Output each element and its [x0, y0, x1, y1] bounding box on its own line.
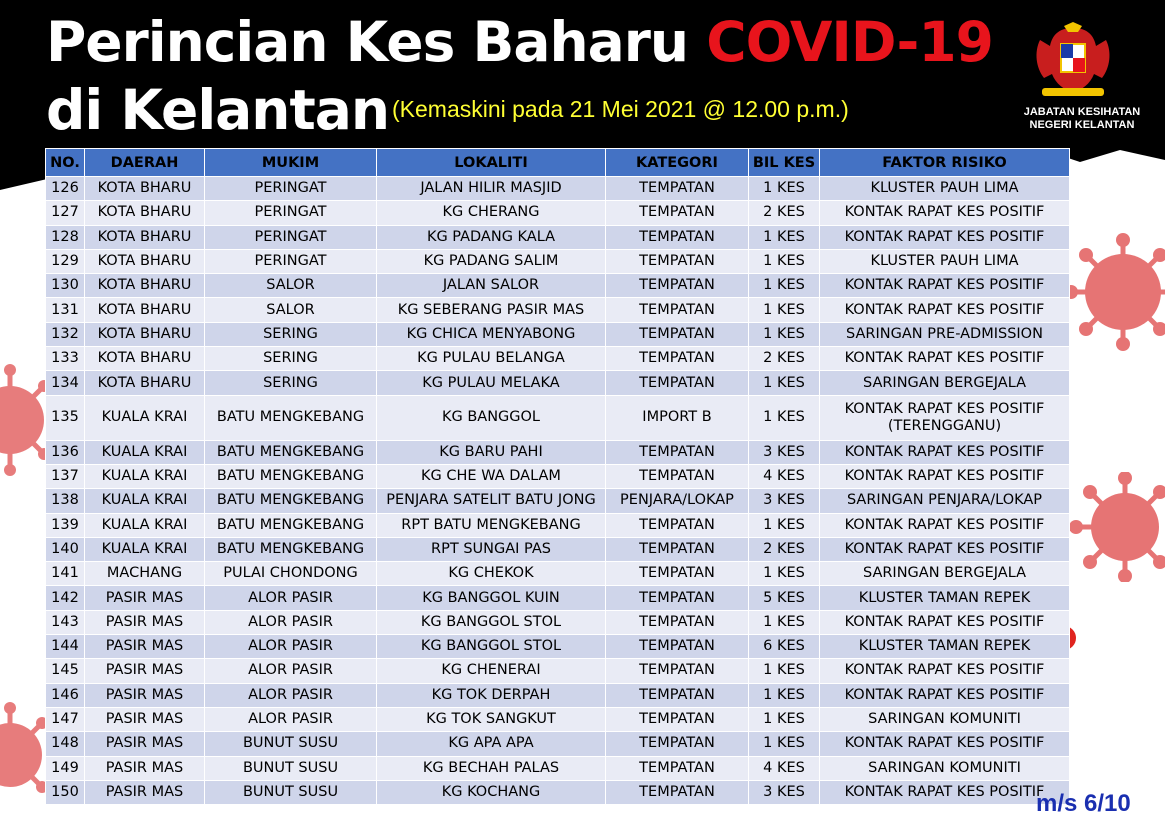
table-cell: 129	[46, 249, 85, 273]
table-cell: KG CHERANG	[377, 201, 606, 225]
table-cell: KG CHEKOK	[377, 562, 606, 586]
table-cell: 1 KES	[749, 683, 820, 707]
table-row	[46, 683, 1070, 707]
table-cell: KG BANGGOL STOL	[377, 610, 606, 634]
table-cell: 1 KES	[749, 298, 820, 322]
table-row	[46, 562, 1070, 586]
table-cell: 3 KES	[749, 440, 820, 464]
table-cell: PASIR MAS	[85, 683, 205, 707]
table-cell: 147	[46, 707, 85, 731]
table-row	[46, 489, 1070, 513]
table-cell: KONTAK RAPAT KES POSITIF	[820, 440, 1070, 464]
table-row	[46, 610, 1070, 634]
table-cell: SARINGAN PENJARA/LOKAP	[820, 489, 1070, 513]
cases-table	[45, 148, 1070, 805]
table-cell: BUNUT SUSU	[205, 732, 377, 756]
org-line2: NEGERI KELANTAN	[1029, 119, 1135, 131]
table-cell: JALAN SALOR	[377, 274, 606, 298]
table-cell: 4 KES	[749, 464, 820, 488]
table-cell: 3 KES	[749, 780, 820, 804]
table-cell: TEMPATAN	[606, 732, 749, 756]
table-cell: KUALA KRAI	[85, 464, 205, 488]
table-cell: TEMPATAN	[606, 780, 749, 804]
table-cell: 150	[46, 780, 85, 804]
table-cell: KONTAK RAPAT KES POSITIF	[820, 464, 1070, 488]
table-cell: KUALA KRAI	[85, 489, 205, 513]
table-cell: PENJARA/LOKAP	[606, 489, 749, 513]
table-cell: KONTAK RAPAT KES POSITIF (TERENGGANU)	[820, 395, 1070, 440]
col-header: LOKALITI	[377, 149, 606, 177]
table-cell: BUNUT SUSU	[205, 780, 377, 804]
table-cell: 140	[46, 537, 85, 561]
table-row	[46, 177, 1070, 201]
table-cell: KONTAK RAPAT KES POSITIF	[820, 683, 1070, 707]
table-cell: KONTAK RAPAT KES POSITIF	[820, 780, 1070, 804]
table-cell: 6 KES	[749, 635, 820, 659]
table-cell: 149	[46, 756, 85, 780]
table-cell: KG BECHAH PALAS	[377, 756, 606, 780]
table-cell: KG KOCHANG	[377, 780, 606, 804]
table-cell: BATU MENGKEBANG	[205, 489, 377, 513]
table-cell: 1 KES	[749, 707, 820, 731]
table-cell: 134	[46, 371, 85, 395]
table-cell: KG BANGGOL KUIN	[377, 586, 606, 610]
table-cell: KUALA KRAI	[85, 395, 205, 440]
table-cell: PASIR MAS	[85, 635, 205, 659]
table-cell: KG CHENERAI	[377, 659, 606, 683]
table-cell: KG SEBERANG PASIR MAS	[377, 298, 606, 322]
table-header-row	[46, 149, 1070, 177]
table-cell: TEMPATAN	[606, 707, 749, 731]
table-cell: KONTAK RAPAT KES POSITIF	[820, 513, 1070, 537]
table-cell: 1 KES	[749, 610, 820, 634]
table-cell: 126	[46, 177, 85, 201]
updated-note: (Kemaskini pada 21 Mei 2021 @ 12.00 p.m.)	[392, 96, 849, 122]
table-cell: 1 KES	[749, 562, 820, 586]
table-cell: SARINGAN KOMUNITI	[820, 756, 1070, 780]
table-cell: KG BANGGOL	[377, 395, 606, 440]
table-cell: 127	[46, 201, 85, 225]
table-cell: KUALA KRAI	[85, 440, 205, 464]
table-cell: IMPORT B	[606, 395, 749, 440]
table-cell: SARINGAN KOMUNITI	[820, 707, 1070, 731]
table-cell: PERINGAT	[205, 249, 377, 273]
table-cell: KONTAK RAPAT KES POSITIF	[820, 659, 1070, 683]
table-cell: TEMPATAN	[606, 347, 749, 371]
table-cell: 139	[46, 513, 85, 537]
table-cell: PULAI CHONDONG	[205, 562, 377, 586]
table-cell: 128	[46, 225, 85, 249]
table-cell: SERING	[205, 347, 377, 371]
table-cell: PERINGAT	[205, 201, 377, 225]
table-cell: KOTA BHARU	[85, 201, 205, 225]
table-cell: 145	[46, 659, 85, 683]
table-cell: TEMPATAN	[606, 537, 749, 561]
table-cell: 1 KES	[749, 371, 820, 395]
table-cell: PASIR MAS	[85, 780, 205, 804]
table-cell: 5 KES	[749, 586, 820, 610]
table-cell: TEMPATAN	[606, 683, 749, 707]
table-cell: KONTAK RAPAT KES POSITIF	[820, 201, 1070, 225]
table-cell: TEMPATAN	[606, 562, 749, 586]
table-row	[46, 347, 1070, 371]
table-cell: 138	[46, 489, 85, 513]
table-cell: ALOR PASIR	[205, 586, 377, 610]
table-cell: RPT BATU MENGKEBANG	[377, 513, 606, 537]
table-cell: 146	[46, 683, 85, 707]
table-cell: 135	[46, 395, 85, 440]
table-cell: SERING	[205, 371, 377, 395]
table-cell: ALOR PASIR	[205, 683, 377, 707]
table-cell: BATU MENGKEBANG	[205, 537, 377, 561]
table-cell: PASIR MAS	[85, 707, 205, 731]
table-cell: PERINGAT	[205, 225, 377, 249]
table-cell: KONTAK RAPAT KES POSITIF	[820, 274, 1070, 298]
table-row	[46, 395, 1070, 440]
table-cell: KUALA KRAI	[85, 513, 205, 537]
table-cell: PENJARA SATELIT BATU JONG	[377, 489, 606, 513]
table-cell: KONTAK RAPAT KES POSITIF	[820, 347, 1070, 371]
table-cell: 1 KES	[749, 177, 820, 201]
table-row	[46, 586, 1070, 610]
table-cell: TEMPATAN	[606, 177, 749, 201]
col-header: FAKTOR RISIKO	[820, 149, 1070, 177]
table-cell: KG CHICA MENYABONG	[377, 322, 606, 346]
table-cell: 2 KES	[749, 347, 820, 371]
table-cell: 137	[46, 464, 85, 488]
virus-icon	[1068, 232, 1165, 352]
col-header: NO.	[46, 149, 85, 177]
table-cell: SALOR	[205, 298, 377, 322]
virus-icon	[0, 700, 50, 810]
table-row	[46, 322, 1070, 346]
table-cell: KOTA BHARU	[85, 322, 205, 346]
table-cell: KG PULAU BELANGA	[377, 347, 606, 371]
table-cell: ALOR PASIR	[205, 610, 377, 634]
table-cell: TEMPATAN	[606, 298, 749, 322]
page-subtitle: di Kelantan	[46, 78, 390, 142]
table-row	[46, 274, 1070, 298]
table-cell: KOTA BHARU	[85, 249, 205, 273]
virus-icon	[0, 360, 50, 480]
table-cell: 132	[46, 322, 85, 346]
table-row	[46, 707, 1070, 731]
table-cell: BATU MENGKEBANG	[205, 395, 377, 440]
table-cell: SALOR	[205, 274, 377, 298]
table-row	[46, 635, 1070, 659]
col-header: BIL KES	[749, 149, 820, 177]
table-cell: JALAN HILIR MASJID	[377, 177, 606, 201]
table-cell: TEMPATAN	[606, 225, 749, 249]
table-row	[46, 249, 1070, 273]
page-number: m/s 6/10	[1036, 790, 1131, 817]
table-cell: SARINGAN PRE-ADMISSION	[820, 322, 1070, 346]
table-row	[46, 201, 1070, 225]
table-cell: ALOR PASIR	[205, 707, 377, 731]
table-row	[46, 732, 1070, 756]
table-cell: KG PADANG KALA	[377, 225, 606, 249]
table-row	[46, 225, 1070, 249]
table-cell: 142	[46, 586, 85, 610]
table-cell: TEMPATAN	[606, 513, 749, 537]
table-cell: KLUSTER TAMAN REPEK	[820, 635, 1070, 659]
table-cell: KOTA BHARU	[85, 371, 205, 395]
table-cell: KOTA BHARU	[85, 225, 205, 249]
table-cell: KG PADANG SALIM	[377, 249, 606, 273]
table-cell: KG PULAU MELAKA	[377, 371, 606, 395]
title-text: Perincian Kes Baharu	[46, 10, 707, 74]
table-cell: RPT SUNGAI PAS	[377, 537, 606, 561]
table-cell: 2 KES	[749, 537, 820, 561]
col-header: MUKIM	[205, 149, 377, 177]
table-cell: TEMPATAN	[606, 274, 749, 298]
table-row	[46, 537, 1070, 561]
table-cell: 144	[46, 635, 85, 659]
table-cell: 130	[46, 274, 85, 298]
table-cell: KLUSTER PAUH LIMA	[820, 249, 1070, 273]
table-body	[46, 177, 1070, 805]
table-cell: SARINGAN BERGEJALA	[820, 562, 1070, 586]
table-cell: 148	[46, 732, 85, 756]
table-cell: ALOR PASIR	[205, 659, 377, 683]
table-cell: TEMPATAN	[606, 635, 749, 659]
table-cell: KONTAK RAPAT KES POSITIF	[820, 537, 1070, 561]
table-cell: 1 KES	[749, 513, 820, 537]
table-cell: TEMPATAN	[606, 322, 749, 346]
table-cell: PERINGAT	[205, 177, 377, 201]
table-cell: 1 KES	[749, 395, 820, 440]
title-covid: COVID-19	[706, 10, 993, 74]
page-title	[46, 10, 993, 74]
table-cell: PASIR MAS	[85, 756, 205, 780]
table-cell: KOTA BHARU	[85, 298, 205, 322]
table-cell: BUNUT SUSU	[205, 756, 377, 780]
table-cell: KONTAK RAPAT KES POSITIF	[820, 610, 1070, 634]
table-cell: 143	[46, 610, 85, 634]
org-name	[1004, 106, 1160, 132]
table-cell: KUALA KRAI	[85, 537, 205, 561]
table-cell: TEMPATAN	[606, 610, 749, 634]
table-cell: 131	[46, 298, 85, 322]
table-row	[46, 659, 1070, 683]
table-cell: 4 KES	[749, 756, 820, 780]
table-cell: 2 KES	[749, 201, 820, 225]
table-row	[46, 464, 1070, 488]
table-cell: KOTA BHARU	[85, 177, 205, 201]
table-row	[46, 298, 1070, 322]
table-cell: KG TOK DERPAH	[377, 683, 606, 707]
table-cell: TEMPATAN	[606, 464, 749, 488]
table-cell: TEMPATAN	[606, 586, 749, 610]
table-cell: TEMPATAN	[606, 756, 749, 780]
col-header: DAERAH	[85, 149, 205, 177]
table-cell: KG BANGGOL STOL	[377, 635, 606, 659]
table-cell: BATU MENGKEBANG	[205, 440, 377, 464]
table-cell: 1 KES	[749, 274, 820, 298]
table-cell: BATU MENGKEBANG	[205, 513, 377, 537]
table-cell: KLUSTER TAMAN REPEK	[820, 586, 1070, 610]
table-cell: 1 KES	[749, 249, 820, 273]
table-cell: KONTAK RAPAT KES POSITIF	[820, 732, 1070, 756]
table-row	[46, 371, 1070, 395]
table-cell: SERING	[205, 322, 377, 346]
table-row	[46, 780, 1070, 804]
table-cell: 141	[46, 562, 85, 586]
col-header: KATEGORI	[606, 149, 749, 177]
table-cell: KLUSTER PAUH LIMA	[820, 177, 1070, 201]
table-row	[46, 513, 1070, 537]
table-cell: 3 KES	[749, 489, 820, 513]
table-cell: KG CHE WA DALAM	[377, 464, 606, 488]
table-cell: KG BARU PAHI	[377, 440, 606, 464]
table-cell: KONTAK RAPAT KES POSITIF	[820, 225, 1070, 249]
table-cell: 1 KES	[749, 322, 820, 346]
table-row	[46, 756, 1070, 780]
table-cell: TEMPATAN	[606, 371, 749, 395]
table-cell: TEMPATAN	[606, 659, 749, 683]
table-cell: TEMPATAN	[606, 440, 749, 464]
virus-icon	[1070, 472, 1165, 582]
table-cell: KG TOK SANGKUT	[377, 707, 606, 731]
table-cell: KG APA APA	[377, 732, 606, 756]
table-cell: 1 KES	[749, 225, 820, 249]
table-cell: KOTA BHARU	[85, 347, 205, 371]
table-cell: BATU MENGKEBANG	[205, 464, 377, 488]
org-line1: JABATAN KESIHATAN	[1023, 106, 1141, 118]
table-row	[46, 440, 1070, 464]
table-cell: PASIR MAS	[85, 659, 205, 683]
table-cell: ALOR PASIR	[205, 635, 377, 659]
table-cell: 1 KES	[749, 732, 820, 756]
table-cell: KOTA BHARU	[85, 274, 205, 298]
table-cell: 136	[46, 440, 85, 464]
table-cell: PASIR MAS	[85, 586, 205, 610]
table-cell: PASIR MAS	[85, 732, 205, 756]
table-cell: 133	[46, 347, 85, 371]
table-cell: PASIR MAS	[85, 610, 205, 634]
coat-of-arms-logo	[1028, 22, 1118, 100]
table-cell: 1 KES	[749, 659, 820, 683]
table-cell: SARINGAN BERGEJALA	[820, 371, 1070, 395]
table-cell: TEMPATAN	[606, 249, 749, 273]
table-cell: KONTAK RAPAT KES POSITIF	[820, 298, 1070, 322]
table-cell: TEMPATAN	[606, 201, 749, 225]
table-cell: MACHANG	[85, 562, 205, 586]
